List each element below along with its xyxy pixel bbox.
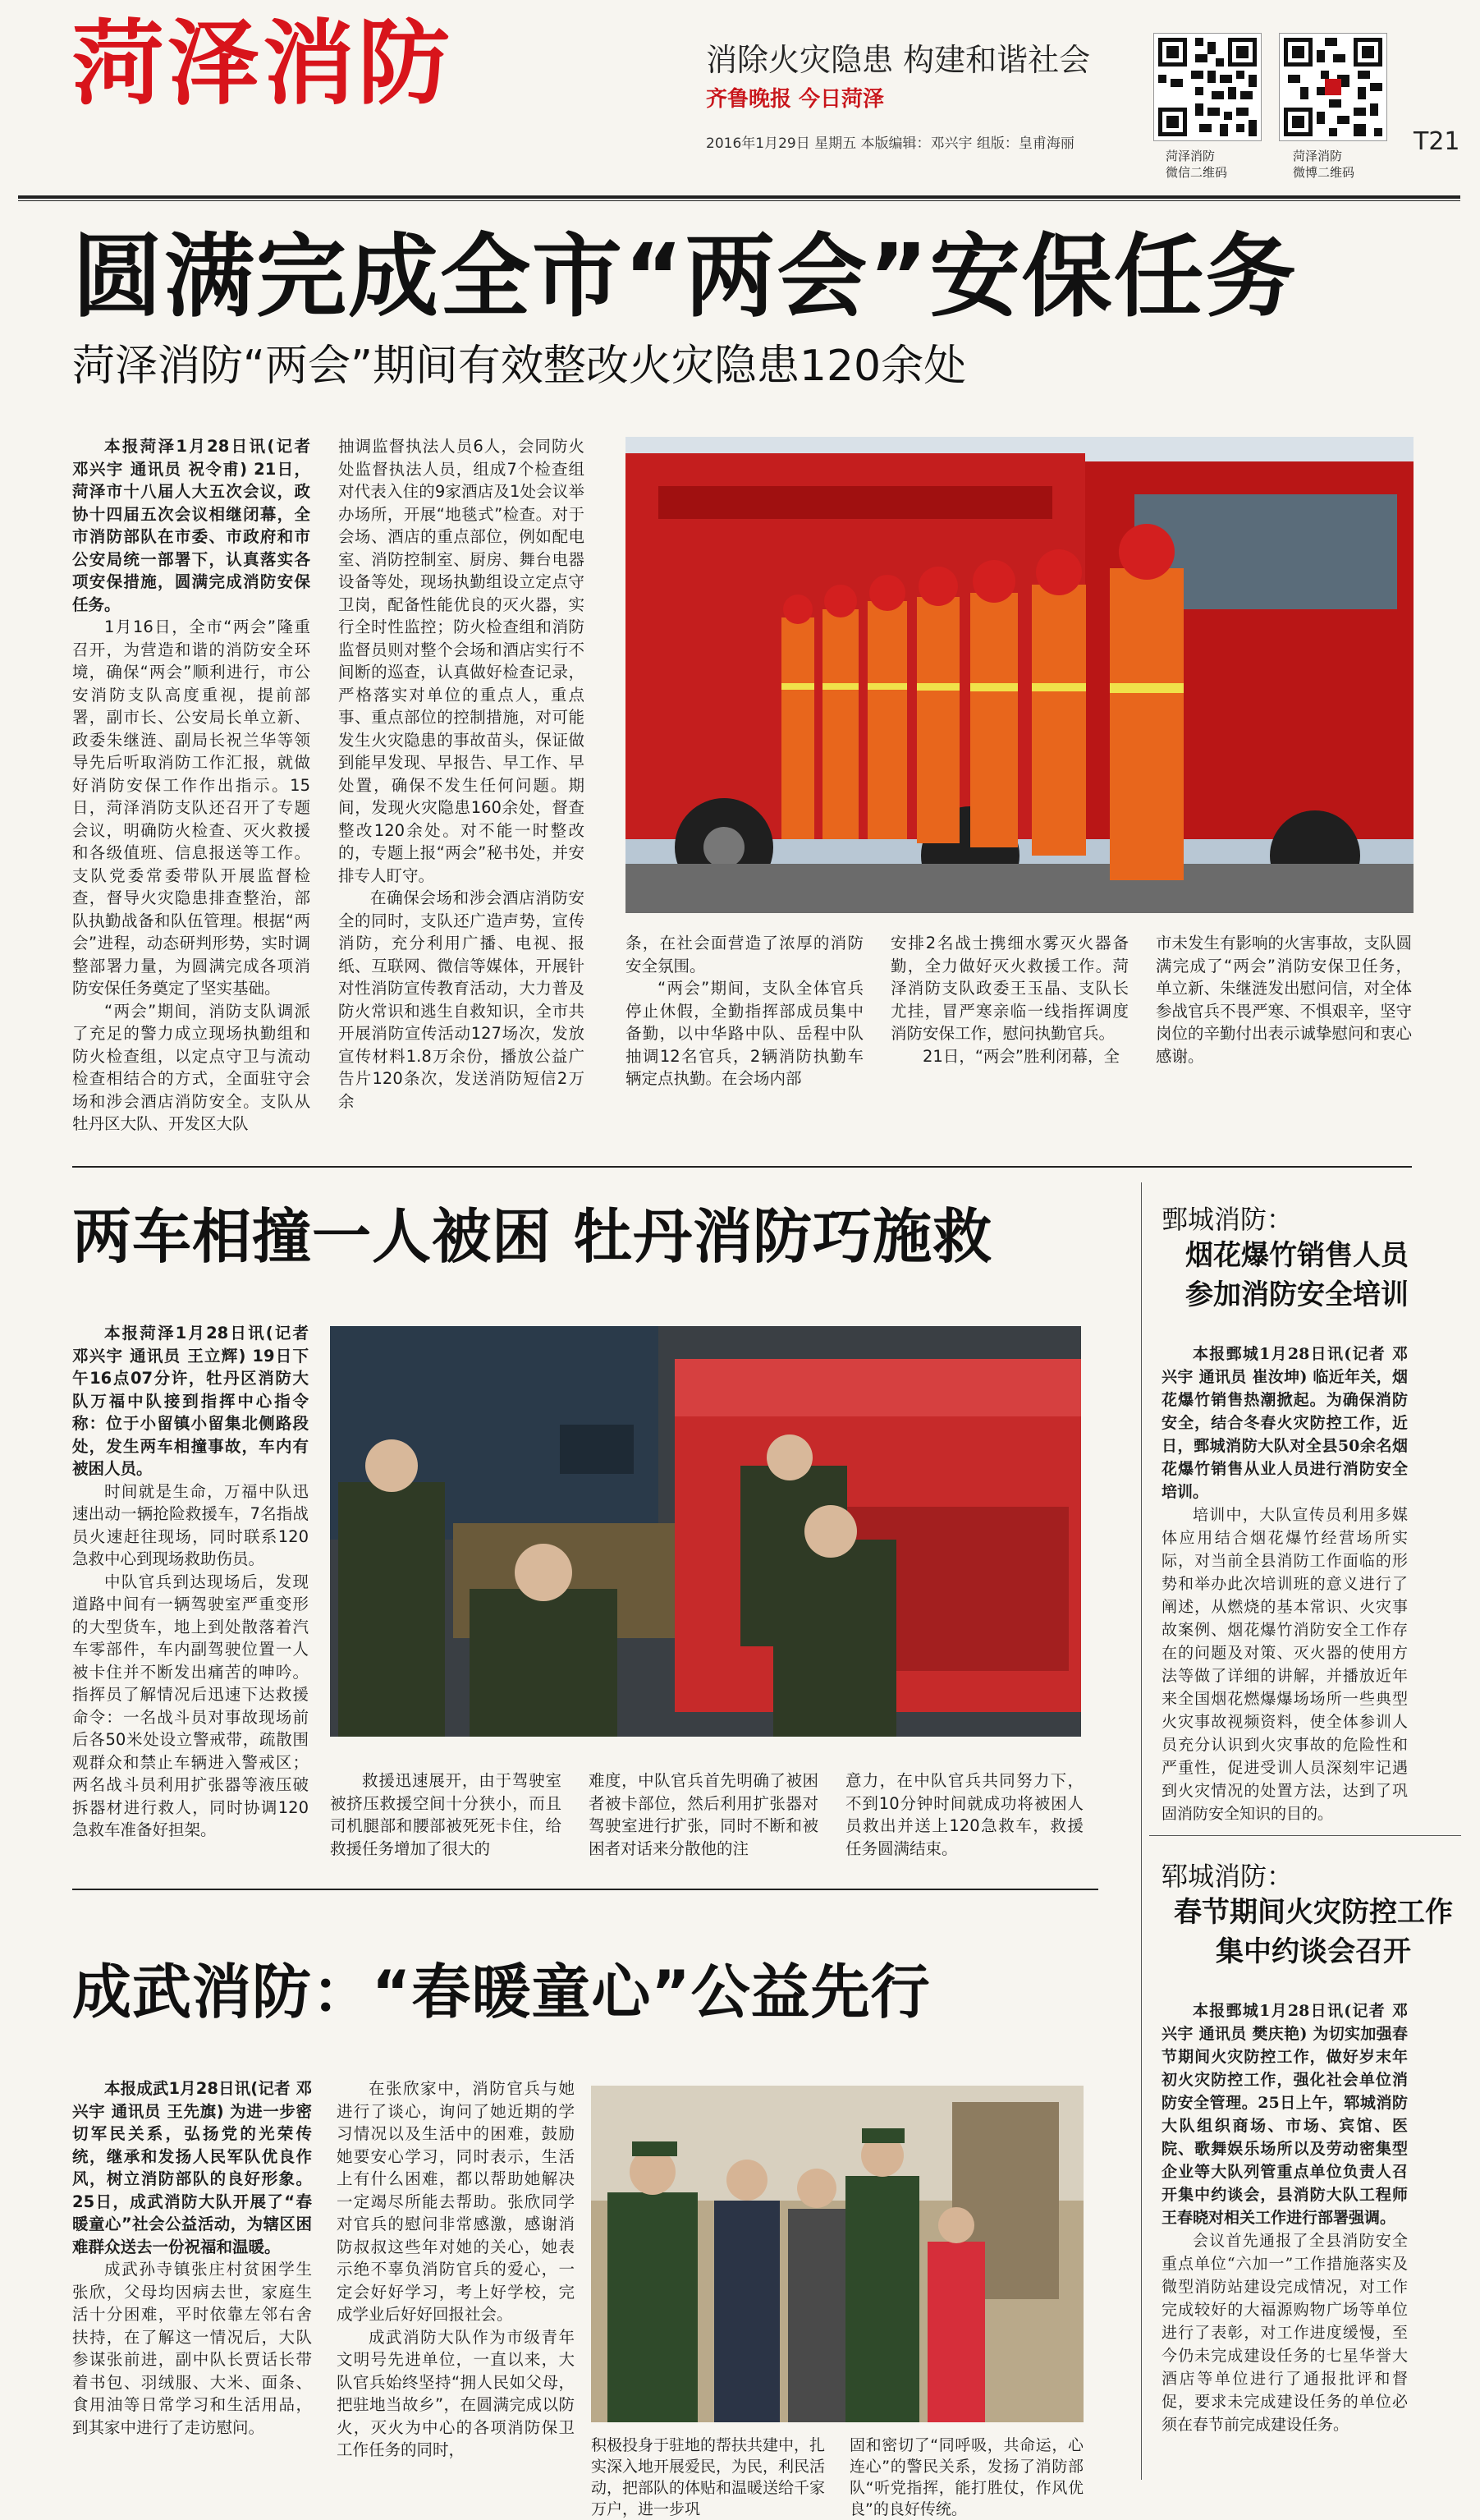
side2-body [1162, 1999, 1408, 2436]
story1-column-1 [72, 435, 310, 1136]
story1-paragraph: 安排2名战士携细水雾灭火器备勤，全力做好灭火救援工作。菏泽消防支队政委王玉晶、支队长尤挂，冒严寒亲临一线指挥调度消防安保工作，慰问执勤官兵。 [891, 934, 1129, 1043]
story2-paragraph: 时间就是生命，万福中队迅速出动一辆抢险救援车，7名指战员火速赶往现场，同时联系120急救中心到现场救助伤员。 [72, 1481, 309, 1568]
visit-child-photo [591, 2086, 1084, 2422]
wechat-qr-label: 菏泽消防 微信二维码 [1166, 149, 1228, 180]
page-number: T21 [1414, 127, 1460, 156]
story1-column-4 [891, 932, 1129, 1067]
side2-title [1162, 1893, 1465, 1971]
masthead-rule-thin [18, 200, 1460, 201]
story3-headline: 成武消防：“春暖童心”公益先行 [72, 1958, 931, 2027]
story3-paragraph: 成武孙寺镇张庄村贫困学生张欣，父母均因病去世，家庭生活十分困难，平时依靠左邻右舍扶持，在了解这一情况后，大队参谋张前进，副中队长贾话长带着书包、羽绒服、大米、面条、食用油等日常学习和生活用品，到其家中进行了走访慰问。 [72, 2260, 312, 2437]
story1-paragraph: “两会”期间，消防支队调派了充足的警力成立现场执勤组和防火检查组，以定点守卫与流动检查相结合的方式，全面驻守会场和涉会酒店消防安全。支队从牡丹区大队、开发区大队 [72, 1001, 310, 1133]
issue-meta: 2016年1月29日 星期五 本版编辑：邓兴宇 组版：皇甫海丽 [706, 135, 1074, 152]
story1-lead-paragraph: 本报菏泽1月28日讯(记者 邓兴宇 通讯员 祝令甫) 21日，菏泽市十八届人大五次会议，政协十四届五次会议相继闭幕，全市消防部队在市委、市政府和市公安局统一部署下，认真落实各项安保措施，圆满完成消防安保任务。 [72, 437, 310, 614]
side2-kicker: 郓城消防： [1162, 1861, 1294, 1892]
story3-column-1 [72, 2077, 312, 2439]
story1-column-5 [1156, 932, 1412, 1067]
story1-headline: 圆满完成全市“两会”安保任务 [72, 224, 1298, 329]
section-divider [72, 1889, 1098, 1890]
story2-paragraph: 意力，在中队官兵共同努力下，不到10分钟时间就成功将被困人员救出并送上120急救车，救援任务圆满结束。 [845, 1771, 1084, 1858]
side1-body [1162, 1343, 1408, 1825]
story2-headline: 两车相撞一人被困 牡丹消防巧施救 [72, 1202, 993, 1271]
story3-lead-paragraph: 本报成武1月28日讯(记者 邓兴宇 通讯员 王先旗) 为进一步密切军民关系，弘扬党的光荣传统，继承和发扬人民军队优良作风，树立消防部队的良好形象。25日，成武消防大队开展了“春暖童心”社会公益活动，为辖区困难群众送去一份祝福和温暖。 [72, 2079, 312, 2256]
story1-paragraph: 1月16日，全市“两会”隆重召开，为营造和谐的消防安全环境，确保“两会”顺利进行，市公安消防支队高度重视，提前部署，副市长、公安局长单立新、政委朱继涟、副局长祝兰华等领导先后听取消防工作汇报，就做好消防安保工作作出指示。15日，菏泽消防支队还召开了专题会议，明确防火检查、灭火救援和各级值班、信息报送等工作。支队党委常委带队开展监督检查，督导火灾隐患排查整治，部队执勤战备和队伍管理。根据“两会”进程，动态研判形势，实时调整部署力量，为圆满完成各项消防安保任务奠定了坚实基础。 [72, 617, 310, 998]
firefighters-lineup-photo [625, 437, 1414, 913]
story2-column-1 [72, 1322, 309, 1842]
story1-paragraph: “两会”期间，支队全体官兵停止休假，全勤指挥部成员集中备勤，以中华路中队、岳程中队抽调12名官兵，2辆消防执勤车辆定点执勤。在会场内部 [625, 979, 864, 1088]
story3-column-4 [850, 2435, 1084, 2520]
weibo-qr-label: 菏泽消防 微博二维码 [1293, 149, 1355, 180]
side2-paragraph: 会议首先通报了全县消防安全重点单位“六加一”工作措施落实及微型消防站建设完成情况，对工作完成较好的大福源购物广场等单位进行了表彰，对工作进度缓慢，至今仍未完成建设任务的七星华誉大酒店等单位进行了通报批评和督促，要求未完成建设任务的单位必须在春节前完成建设任务。 [1162, 2232, 1408, 2434]
side2-lead-paragraph: 本报鄄城1月28日讯(记者 邓兴宇 通讯员 樊庆艳) 为切实加强春节期间火灾防控工作，做好岁末年初火灾防控工作，强化社会单位消防安全管理。25日上午，郓城消防大队组织商场、市场、宾馆、医院、歌舞娱乐场所以及劳动密集型企业等大队列管重点单位负责人召开集中约谈会，县消防大队工程师王春晓对相关工作进行部署强调。 [1162, 2002, 1408, 2227]
story2-column-2 [330, 1770, 561, 1860]
sidebar-rule [1149, 1835, 1461, 1836]
story3-column-2 [337, 2077, 575, 2462]
story1-subhead: 菏泽消防“两会”期间有效整改火灾隐患120余处 [72, 342, 967, 391]
side1-kicker: 鄄城消防： [1162, 1204, 1294, 1235]
story2-paragraph: 中队官兵到达现场后，发现道路中间有一辆驾驶室严重变形的大型货车，地上到处散落着汽车零部件，车内副驾驶位置一人被卡住并不断发出痛苦的呻吟。指挥员了解情况后迅速下达救援命令：一名战斗员对事故现场前后各50米处设立警戒带，疏散围观群众和禁止车辆进入警戒区；两名战斗员利用扩张器等液压破拆器材进行救人，同时协调120急救车准备好担架。 [72, 1572, 309, 1839]
masthead-rule [18, 195, 1460, 199]
masthead-slogan: 消除火灾隐患 构建和谐社会 [706, 42, 1091, 78]
sidebar-divider [1141, 1182, 1142, 2480]
newspaper-brand: 齐鲁晚报 今日菏泽 [706, 87, 885, 112]
rescue-scene-photo [330, 1326, 1081, 1737]
story2-paragraph: 难度，中队官兵首先明确了被困者被卡部位，然后利用扩张器对驾驶室进行扩张，同时不断和被困者对话来分散他的注 [589, 1771, 818, 1858]
side1-paragraph: 培训中，大队宣传员利用多媒体应用结合烟花爆竹经营场所实际，对当前全县消防工作面临的形势和举办此次培训班的意义进行了阐述，从燃烧的基本常识、火灾事故案例、烟花爆竹消防安全工作存在的问题及对策、灭火器的使用方法等做了详细的讲解，并播放近年来全国烟花燃爆爆场场所一些典型火灾事故视频资料，使全体参训人员充分认识到火灾事故的危险性和严重性，促进受训人员深刻牢记遇到火灾情况的处置方法，达到了巩固消防安全知识的目的。 [1162, 1506, 1408, 1823]
story2-lead-paragraph: 本报菏泽1月28日讯(记者 邓兴宇 通讯员 王立辉) 19日下午16点07分许，牡丹区消防大队万福中队接到指挥中心指令称：位于小留镇小留集北侧路段处，发生两车相撞事故，车内有被困人员。 [72, 1324, 309, 1478]
side1-title-line: 烟花爆竹销售人员 [1185, 1239, 1409, 1272]
story1-paragraph: 抽调监督执法人员6人，会同防火处监督执法人员，组成7个检查组对代表入住的9家酒店及1处会议举办场所，开展“地毯式”检查。对于会场、酒店的重点部位，例如配电室、消防控制室、厨房、舞台电器设备等处，现场执勤组设立定点守卫岗，配备性能优良的灭火器，实行全时性监控；防火检查组和消防监督员则对整个会场和酒店实行不间断的巡查，认真做好检查记录，严格落实对单位的重点人，重点事、重点部位的控制措施，对可能发生火灾隐患的事故苗头，保证做到能早发现、早报告、早工作、早处置，确保不发生任何问题。期间，发现火灾隐患160余处，督查整改120余处。对不能一时整改的，专题上报“两会”秘书处，并安排专人盯守。 [338, 437, 584, 885]
side1-title-line: 参加消防安全培训 [1185, 1278, 1409, 1311]
story2-column-3 [589, 1770, 818, 1860]
side1-title [1162, 1236, 1432, 1315]
weibo-qr-code-icon [1279, 33, 1387, 141]
section-divider [72, 1166, 1412, 1168]
story3-paragraph: 成武消防大队作为市级青年文明号先进单位，一直以来，大队官兵始终坚持“拥人民如父母，把驻地当故乡”，在圆满完成以防火，灭火为中心的各项消防保卫工作任务的同时， [337, 2327, 575, 2459]
wechat-qr-code-icon [1153, 33, 1262, 141]
story2-column-4 [845, 1770, 1084, 1860]
side2-title-line: 春节期间火灾防控工作 [1174, 1896, 1453, 1929]
story1-paragraph: 21日，“两会”胜利闭幕，全 [923, 1046, 1120, 1066]
story2-paragraph: 救援迅速展开，由于驾驶室被挤压救援空间十分狭小，而且司机腿部和腰部被死死卡住，给救援任务增加了很大的 [330, 1771, 561, 1858]
story1-column-3 [625, 932, 864, 1090]
story1-column-2 [338, 435, 584, 1113]
side1-lead-paragraph: 本报鄄城1月28日讯(记者 邓兴宇 通讯员 崔汝坤) 临近年关，烟花爆竹销售热潮掀起。为确保消防安全，结合冬春火灾防控工作，近日，鄄城消防大队对全县50余名烟花爆竹销售从业人员进行消防安全培训。 [1162, 1345, 1408, 1501]
story1-paragraph: 条，在社会面营造了浓厚的消防安全氛围。 [625, 934, 864, 975]
story3-paragraph: 积极投身于驻地的帮扶共建中，扎实深入地开展爱民，为民，利民活动，把部队的体贴和温暖送给千家万户，进一步巩 [591, 2436, 826, 2518]
masthead-title: 菏泽消防 [72, 11, 453, 117]
story3-paragraph: 在张欣家中，消防官兵与她进行了谈心，询问了她近期的学习情况以及生活中的困难，鼓励她要安心学习，同时表示，生活上有什么困难，都以帮助她解决一定竭尽所能去帮助。张欣同学对官兵的慰问非常感激，感谢消防叔叔这些年对她的关心，她表示绝不辜负消防官兵的爱心，一定会好好学习，考上好学校，完成学业后好好回报社会。 [337, 2079, 575, 2324]
side2-title-line: 集中约谈会召开 [1216, 1935, 1411, 1968]
story3-column-3 [591, 2435, 825, 2520]
story3-paragraph: 固和密切了“同呼吸，共命运，心连心”的警民关系，发扬了消防部队“听党指挥，能打胜仗，作风优良”的良好传统。 [850, 2436, 1084, 2518]
story1-paragraph: 市未发生有影响的火害事故，支队圆满完成了“两会”消防安保卫任务，单立新、朱继涟发出慰问信，对全体参战官兵不畏严寒、不惧艰辛，坚守岗位的辛勤付出表示诚挚慰问和衷心感谢。 [1156, 934, 1413, 1066]
story1-paragraph: 在确保会场和涉会酒店消防安全的同时，支队还广造声势，宣传消防，充分利用广播、电视、报纸、互联网、微信等媒体，开展针对性消防宣传教育活动，大力普及防火常识和逃生自救知识，全市共开展消防宣传活动127场次，发放宣传材料1.8万余份，播放公益广告片120条次，发送消防短信2万余 [338, 888, 584, 1111]
